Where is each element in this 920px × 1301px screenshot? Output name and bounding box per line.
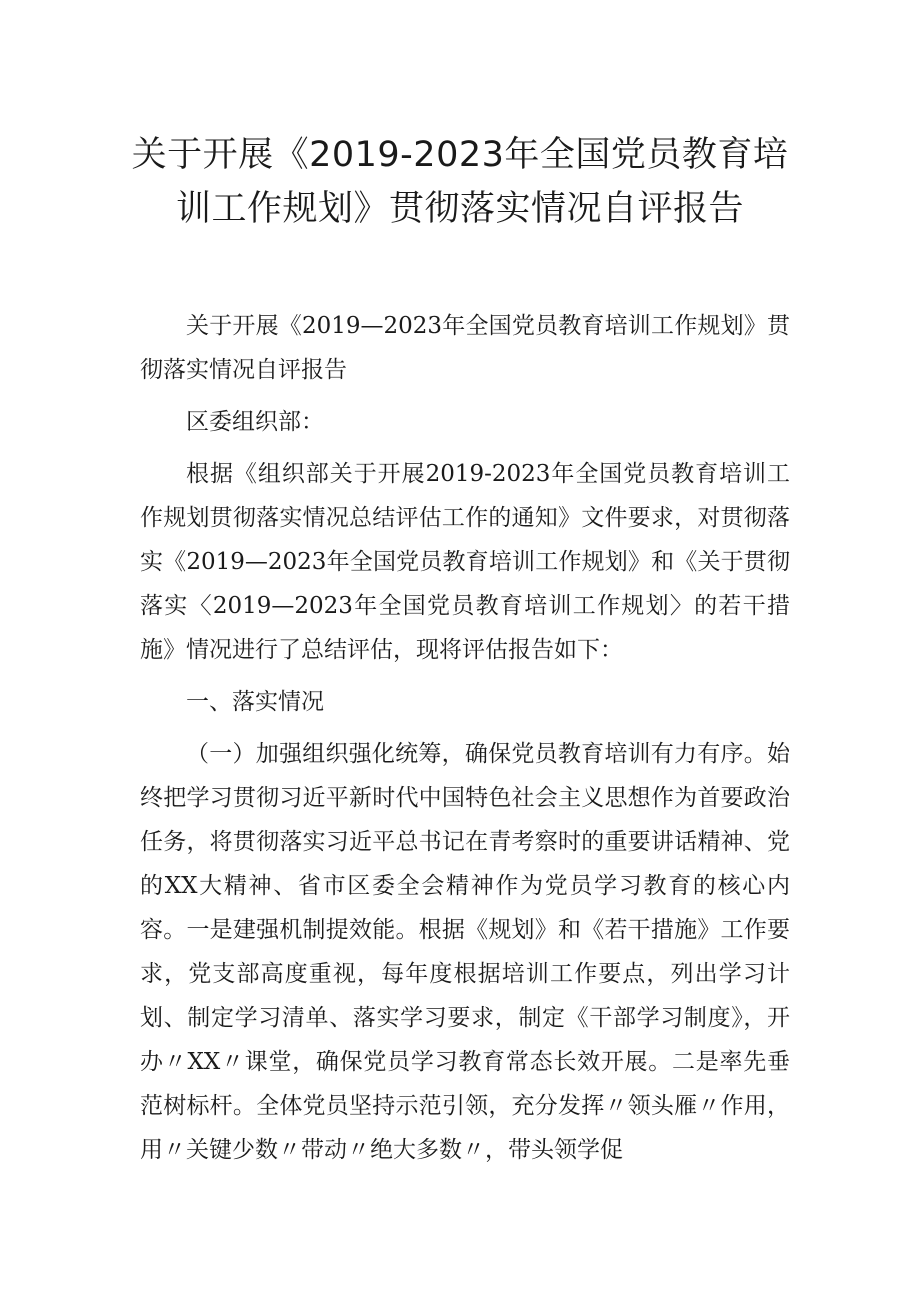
document-title: 关于开展《2019-2023年全国党员教育培训工作规划》贯彻落实情况自评报告: [131, 135, 789, 229]
salutation-paragraph: 区委组织部：: [186, 409, 324, 435]
body-heading-paragraph: 关于开展《2019—2023年全国党员教育培训工作规划》贯彻落实情况自评报告: [140, 313, 790, 383]
section-heading: 一、落实情况: [186, 689, 324, 715]
section-paragraph: （一）加强组织强化统筹，确保党员教育培训有力有序。始终把学习贯彻习近平新时代中国特色社会主义思想作为首要政治任务，将贯彻落实习近平总书记在青考察时的重要讲话精神、党的XX大精神、省市区委全会精神作为党员学习教育的核心内容。一是建强机制提效能。根据《规划》和《若干措施》工作要求，党支部高度重视，每年度根据培训工作要点，列出学习计划、制定学习清单、落实学习要求，制定《干部学习制度》，开办〃XX〃课堂，确保党员学习教育常态长效开展。二是率先垂范树标杆。全体党员坚持示范引领，充分发挥〃领头雁〃作用，用〃关键少数〃带动〃绝大多数〃，带头领学促: [140, 741, 790, 1163]
document-body: [140, 304, 790, 1180]
intro-paragraph: 根据《组织部关于开展2019-2023年全国党员教育培训工作规划贯彻落实情况总结评估工作的通知》文件要求，对贯彻落实《2019—2023年全国党员教育培训工作规划》和《关于贯彻落实〈2019—2023年全国党员教育培训工作规划〉的若干措施》情况进行了总结评估，现将评估报告如下：: [140, 461, 790, 663]
